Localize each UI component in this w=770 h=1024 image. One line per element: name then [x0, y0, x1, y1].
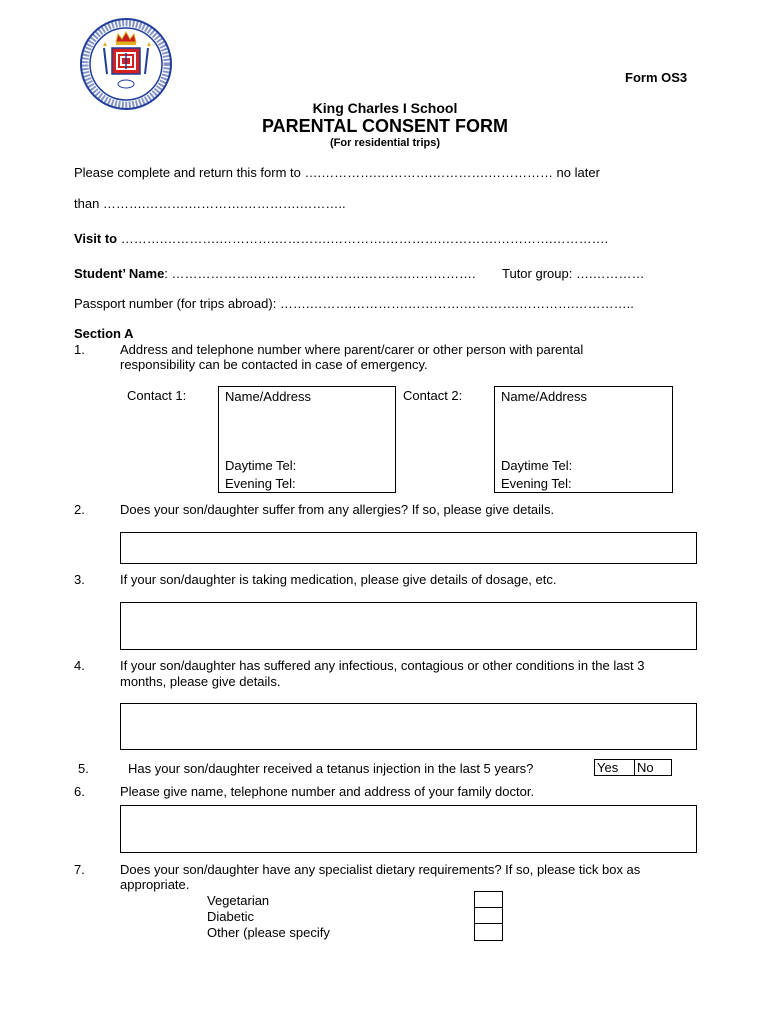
form-code: Form OS3	[625, 70, 688, 85]
diabetic-checkbox[interactable]	[474, 907, 503, 924]
contact-1-box[interactable]	[218, 386, 396, 493]
student-name-field[interactable]: : ……………….………….………….……….…………….	[164, 266, 476, 281]
tetanus-yes-label: Yes	[597, 760, 619, 775]
q3-number: 3.	[74, 572, 85, 587]
contact-1-evening-tel: Evening Tel:	[225, 476, 296, 491]
visit-label: Visit to	[74, 231, 118, 246]
q7-text-line-2: appropriate.	[120, 877, 190, 892]
intro-line-2: than ……….……….………….………….………..	[74, 196, 346, 211]
contact-2-name-address: Name/Address	[501, 389, 587, 404]
passport-field[interactable]: Passport number (for trips abroad): …….……….………….………….………….………….…………..	[74, 296, 634, 311]
q4-number: 4.	[74, 658, 85, 673]
allergies-answer-box[interactable]	[120, 532, 697, 564]
diet-option-other: Other (please specify	[207, 925, 330, 940]
diet-option-diabetic: Diabetic	[207, 909, 254, 924]
school-crest-icon	[80, 18, 172, 110]
q6-text: Please give name, telephone number and address of your family doctor.	[120, 784, 535, 799]
contact-1-name-address: Name/Address	[225, 389, 311, 404]
student-name-label: Student’ Name	[74, 266, 165, 281]
q7-number: 7.	[74, 862, 85, 877]
family-doctor-answer-box[interactable]	[120, 805, 697, 853]
visit-field[interactable]: ……….………….………….………….………….………….………….………….………….	[117, 231, 609, 246]
visit-row	[74, 231, 608, 246]
contact-2-evening-tel: Evening Tel:	[501, 476, 572, 491]
conditions-answer-box[interactable]	[120, 703, 697, 750]
vegetarian-checkbox[interactable]	[474, 891, 503, 908]
tetanus-yes-box[interactable]	[594, 759, 635, 776]
page-title: PARENTAL CONSENT FORM	[262, 116, 508, 136]
q5-number: 5.	[78, 761, 89, 776]
student-row	[74, 266, 476, 281]
contact-2-daytime-tel: Daytime Tel:	[501, 458, 573, 473]
tetanus-no-box[interactable]	[634, 759, 672, 776]
q4-text-line-1: If your son/daughter has suffered any infectious, contagious or other conditions in the last 3	[120, 658, 645, 673]
diet-option-vegetarian: Vegetarian	[207, 893, 270, 908]
tutor-group-field[interactable]: Tutor group: ….…………	[502, 266, 645, 281]
q6-number: 6.	[74, 784, 85, 799]
contact-1-label: Contact 1:	[127, 388, 187, 403]
school-name: King Charles I School	[312, 100, 458, 116]
q4-text-line-2: months, please give details.	[120, 674, 281, 689]
page-subtitle: (For residential trips)	[329, 137, 441, 149]
other-diet-checkbox[interactable]	[474, 923, 503, 941]
q2-number: 2.	[74, 502, 85, 517]
q1-text-line-2: responsibility can be contacted in case of emergency.	[120, 357, 428, 372]
intro-line-1: Please complete and return this form to ….………….………….………….…………… no later	[74, 165, 600, 180]
q7-text-line-1: Does your son/daughter have any specialist dietary requirements? If so, please tick box as	[120, 862, 641, 877]
contact-1-daytime-tel: Daytime Tel:	[225, 458, 297, 473]
q2-text: Does your son/daughter suffer from any allergies? If so, please give details.	[120, 502, 555, 517]
contact-2-box[interactable]	[494, 386, 673, 493]
medication-answer-box[interactable]	[120, 602, 697, 650]
section-a-heading: Section A	[74, 326, 134, 341]
q5-text: Has your son/daughter received a tetanus injection in the last 5 years?	[128, 761, 534, 776]
contact-2-label: Contact 2:	[403, 388, 463, 403]
q1-text-line-1: Address and telephone number where parent/carer or other person with parental	[120, 342, 584, 357]
q3-text: If your son/daughter is taking medication, please give details of dosage, etc.	[120, 572, 557, 587]
q1-number: 1.	[74, 342, 85, 357]
tetanus-no-label: No	[637, 760, 654, 775]
